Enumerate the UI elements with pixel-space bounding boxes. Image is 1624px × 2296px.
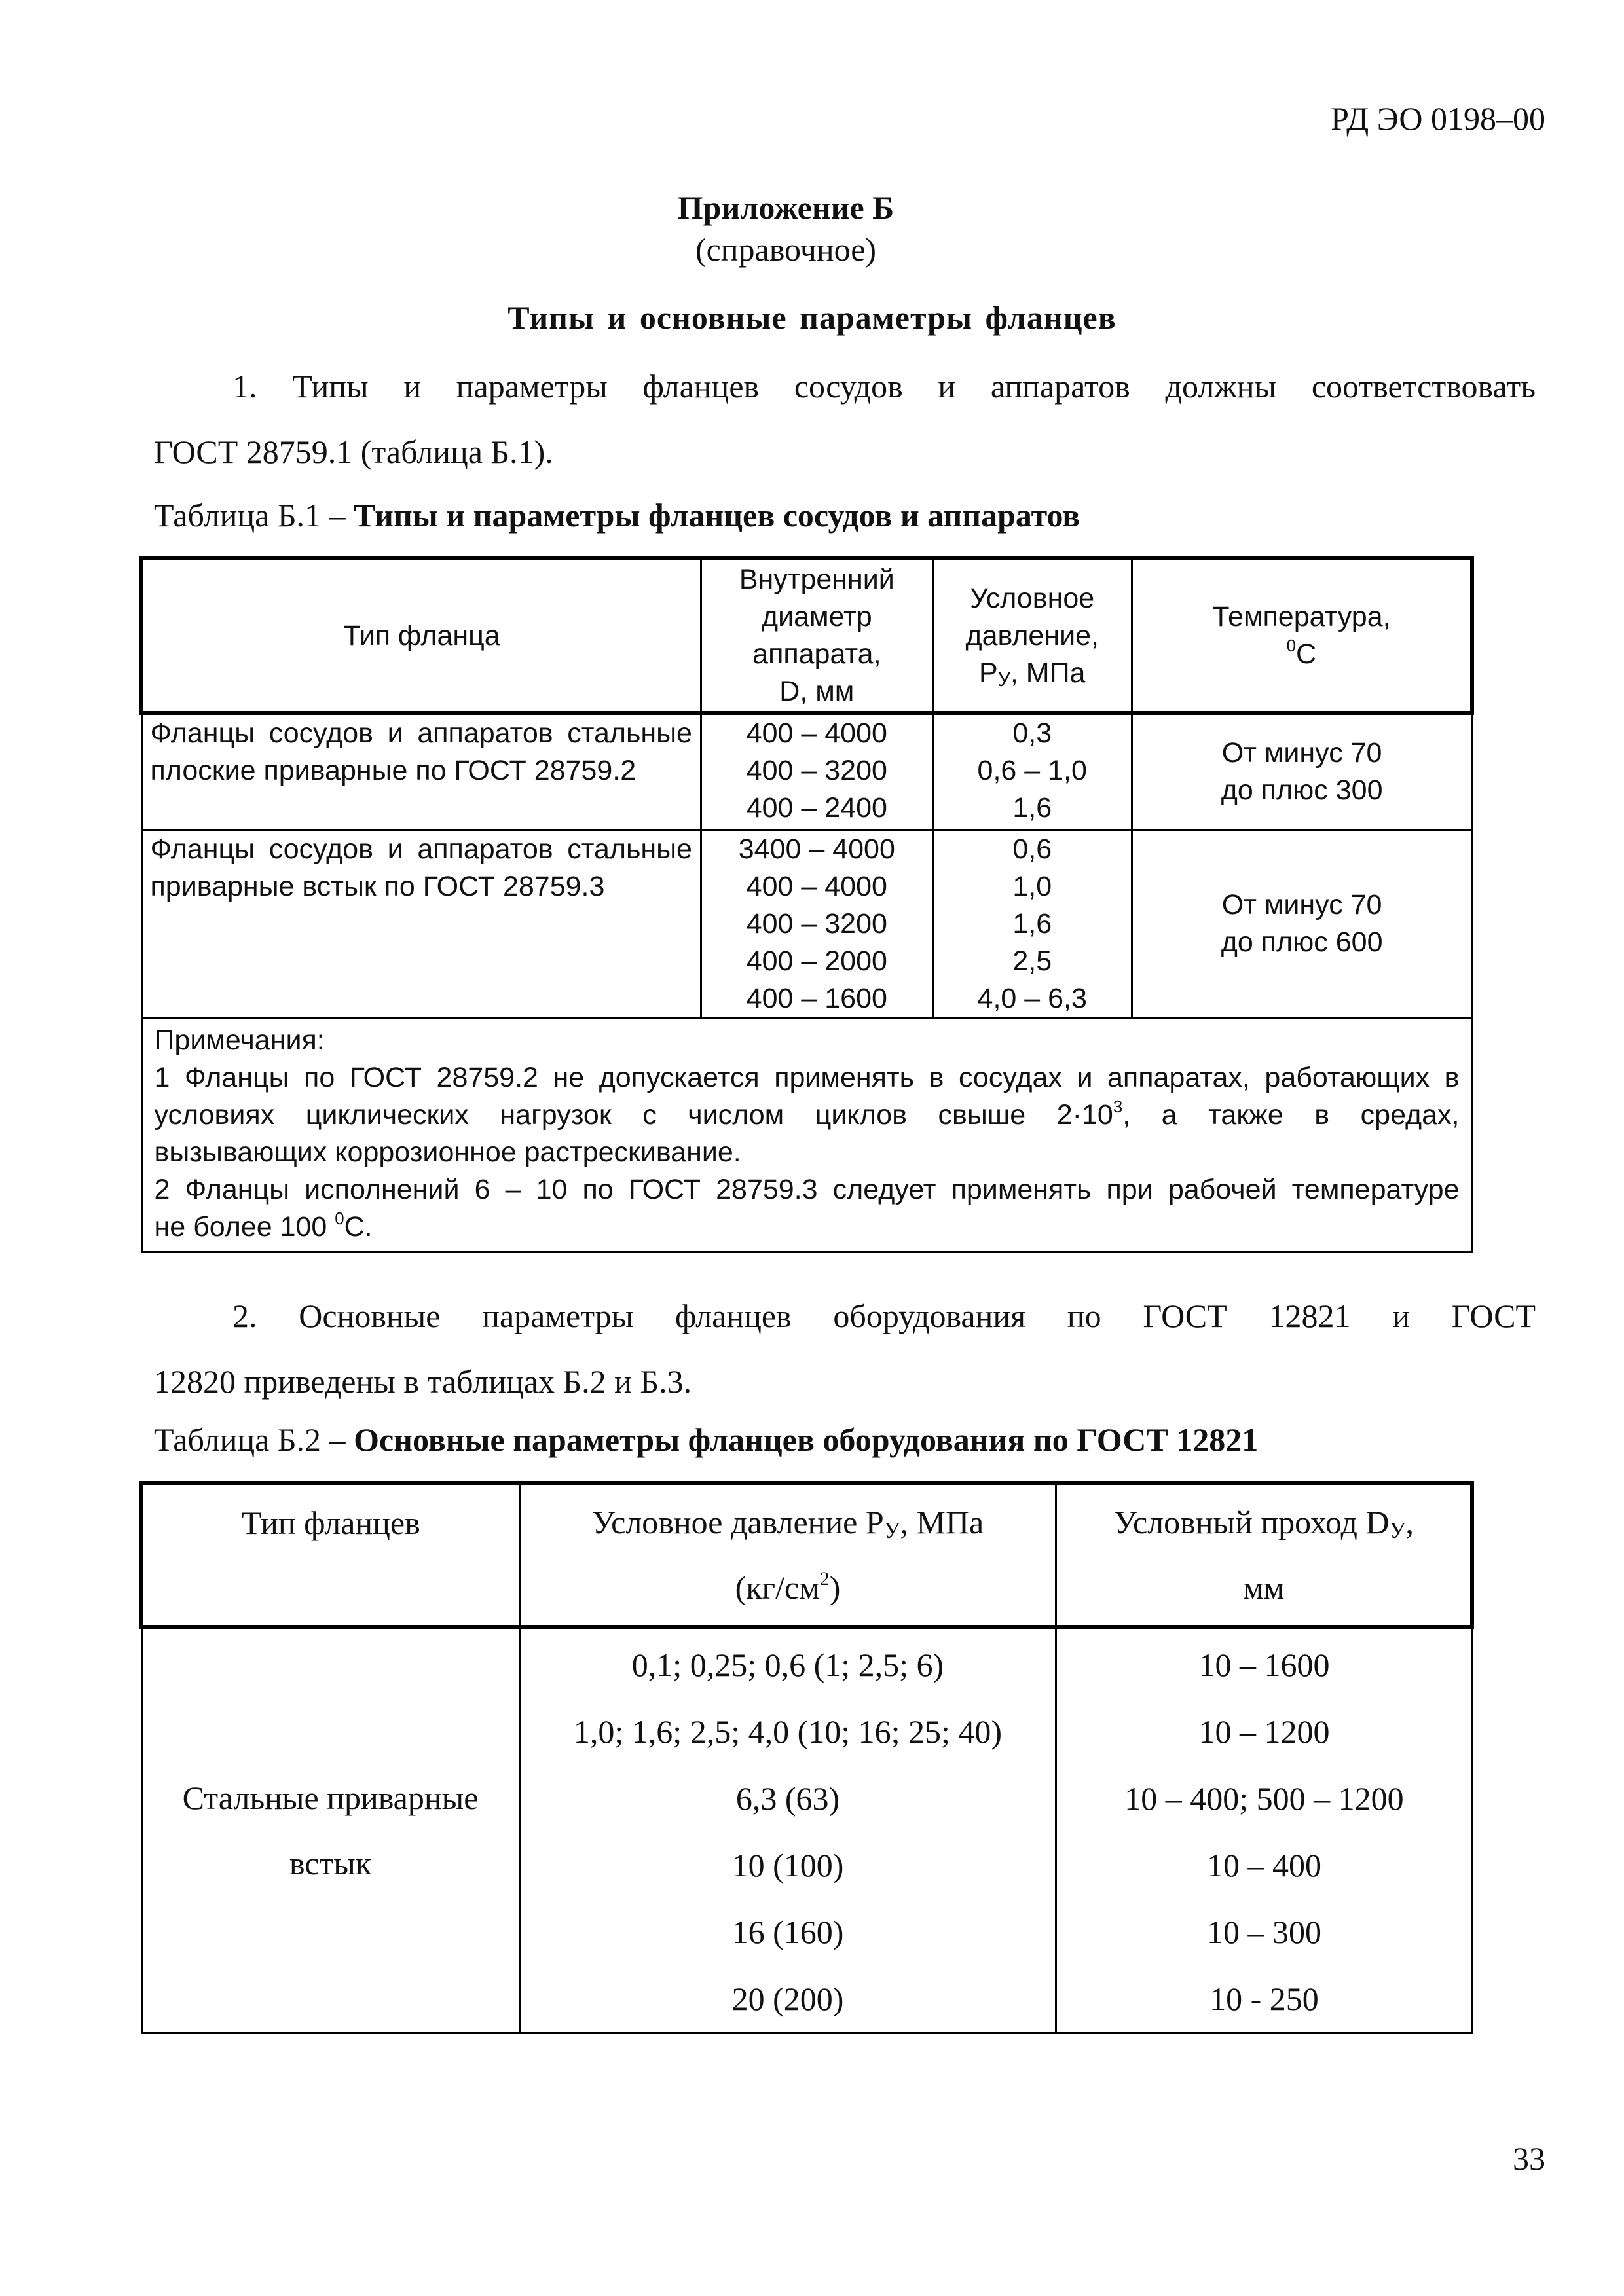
- passage-cell: [1056, 1627, 1472, 2033]
- diameter-value: 400 – 3200: [746, 755, 887, 786]
- pressure-cell: [932, 829, 1132, 1018]
- table-1-header-pressure: [932, 558, 1132, 713]
- table-1-header-diameter: [701, 558, 932, 713]
- header-pressure-subscript: У: [997, 668, 1010, 691]
- header-pressure-line: [934, 655, 1131, 692]
- paragraph-2-line-2: 12820 приведены в таблицах Б.2 и Б.3.: [154, 1363, 692, 1400]
- table-1-header-row: [141, 558, 1472, 713]
- table-1: [139, 556, 1474, 1253]
- pressure-value: 1,6: [1012, 907, 1052, 939]
- pressure-value: 4,0 – 6,3: [977, 982, 1087, 1014]
- header-temperature-c: С: [1296, 638, 1317, 670]
- pressure-value: 16 (160): [731, 1914, 844, 1950]
- temperature-line: до плюс 300: [1221, 774, 1383, 806]
- document-code: РД ЭО 0198–00: [1331, 100, 1545, 137]
- table-1-header-temperature: [1132, 558, 1472, 713]
- temperature-cell: [1132, 829, 1472, 1018]
- pressure-value: 0,6 – 1,0: [977, 755, 1087, 786]
- pressure-value: 0,3: [1012, 718, 1052, 749]
- diameter-value: 400 – 1600: [746, 982, 887, 1014]
- table-1-caption-prefix: Таблица Б.1 –: [154, 497, 354, 534]
- appendix-title: Приложение Б: [677, 189, 895, 226]
- diameter-value: 400 – 4000: [746, 870, 887, 902]
- passage-value: 10 – 1200: [1198, 1713, 1330, 1750]
- table-2-header-type: Тип фланцев: [141, 1483, 519, 1627]
- table-row: [141, 713, 1472, 829]
- note-2-degree: 0: [335, 1209, 344, 1228]
- temperature-line: От минус 70: [1221, 889, 1382, 920]
- paragraph-1: [154, 354, 1536, 484]
- header-pressure-line: Условное: [970, 582, 1095, 614]
- table-2-header-pressure: [519, 1483, 1056, 1627]
- pressure-value: 2,5: [1012, 945, 1052, 977]
- note-2-text: не более 100: [154, 1211, 335, 1243]
- passage-value: 10 - 250: [1209, 1980, 1319, 2017]
- header-temperature-line: Температура,: [1212, 601, 1391, 632]
- diameter-value: 400 – 3200: [746, 907, 887, 939]
- diameter-cell: [701, 713, 932, 829]
- section-title: Типы и основные параметры фланцев: [507, 299, 1116, 336]
- header-pressure-text: Условное давление P: [591, 1504, 884, 1540]
- header-pressure-unit-exponent: 2: [819, 1568, 830, 1590]
- pressure-value: 1,0; 1,6; 2,5; 4,0 (10; 16; 25; 40): [573, 1713, 1003, 1750]
- header-passage-text-end: ,: [1405, 1504, 1414, 1540]
- header-diameter-line: Внутренний: [739, 564, 895, 595]
- paragraph-1-line-1: 1. Типы и параметры фланцев сосудов и аппаратов должны соответствовать: [232, 368, 1536, 405]
- header-passage-unit: мм: [1243, 1569, 1285, 1606]
- table-2: [139, 1481, 1474, 2034]
- table-2-caption-title: Основные параметры фланцев оборудования по ГОСТ 12821: [354, 1421, 1259, 1458]
- note-2-line-1: 2 Фланцы исполнений 6 – 10 по ГОСТ 28759.3 следует применять при рабочей температуре: [154, 1173, 1460, 1205]
- diameter-value: 3400 – 4000: [738, 833, 895, 865]
- notes-cell: [141, 1018, 1472, 1252]
- page-number: 33: [1513, 2140, 1545, 2177]
- flange-type-cell: Фланцы сосудов и аппаратов стальные плоские приварные по ГОСТ 28759.2: [141, 713, 701, 829]
- pressure-value: 1,6: [1012, 792, 1052, 824]
- header-passage-subscript: У: [1389, 1518, 1406, 1543]
- table-row: [141, 829, 1472, 1018]
- pressure-value: 20 (200): [731, 1980, 844, 2017]
- note-1-line-3: вызывающих коррозионное растрескивание.: [154, 1136, 741, 1168]
- table-row: [141, 1627, 1472, 2033]
- pressure-value: 10 (100): [731, 1847, 844, 1884]
- notes-title: Примечания:: [154, 1024, 325, 1056]
- note-1-line-2: [155, 1097, 1460, 1134]
- header-diameter-line: D, мм: [779, 676, 855, 707]
- note-1-text-end: , а также в средах,: [1122, 1099, 1460, 1131]
- diameter-value: 400 – 2000: [746, 945, 887, 977]
- note-2-line-2: [155, 1209, 1460, 1246]
- header-pressure-symbol: P: [979, 657, 998, 689]
- header-temperature-unit: [1133, 636, 1470, 673]
- paragraph-2: [154, 1283, 1536, 1414]
- header-pressure-unit-line: [521, 1555, 1056, 1620]
- temperature-line: до плюс 600: [1221, 926, 1383, 958]
- paragraph-1-line-2: ГОСТ 28759.1 (таблица Б.1).: [154, 433, 553, 470]
- note-2-text-end: С.: [344, 1211, 373, 1243]
- appendix-subtitle: (справочное): [695, 231, 877, 268]
- diameter-cell: [701, 829, 932, 1018]
- pressure-cell: [519, 1627, 1056, 2033]
- table-2-caption: [154, 1421, 1258, 1459]
- note-1-text: условиях циклических нагрузок с числом циклов свыше 2·10: [154, 1099, 1113, 1131]
- flange-type-cell: [141, 1627, 519, 2033]
- header-diameter-line: диаметр: [761, 601, 872, 632]
- header-passage-line: [1057, 1489, 1470, 1555]
- diameter-value: 400 – 2400: [746, 792, 887, 824]
- table-2-header-passage: [1056, 1483, 1472, 1627]
- header-passage-text: Условный проход D: [1113, 1504, 1390, 1540]
- header-pressure-line: [521, 1489, 1056, 1555]
- temperature-cell: [1132, 713, 1472, 829]
- passage-value: 10 – 300: [1206, 1914, 1321, 1950]
- pressure-value: 0,1; 0,25; 0,6 (1; 2,5; 6): [631, 1647, 944, 1683]
- temperature-line: От минус 70: [1221, 737, 1382, 769]
- header-pressure-unit: (кг/см: [735, 1569, 820, 1606]
- note-1-exponent: 3: [1113, 1097, 1123, 1116]
- header-pressure-text-end: , МПа: [900, 1504, 984, 1540]
- header-pressure-unit: , МПа: [1010, 657, 1086, 689]
- pressure-cell: [932, 713, 1132, 829]
- flange-type-line: Стальные приварные: [182, 1779, 479, 1816]
- header-pressure-unit-end: ): [829, 1569, 841, 1606]
- flange-type-line: встык: [289, 1845, 372, 1882]
- diameter-value: 400 – 4000: [746, 718, 887, 749]
- table-2-header-row: [141, 1483, 1472, 1627]
- table-2-caption-prefix: Таблица Б.2 –: [154, 1421, 354, 1458]
- table-1-header-type: Тип фланца: [141, 558, 701, 713]
- table-1-caption-title: Типы и параметры фланцев сосудов и аппаратов: [354, 497, 1080, 534]
- header-temperature-degree: 0: [1286, 636, 1297, 655]
- paragraph-2-line-1: 2. Основные параметры фланцев оборудования по ГОСТ 12821 и ГОСТ: [232, 1298, 1536, 1334]
- flange-type-cell: Фланцы сосудов и аппаратов стальные приварные встык по ГОСТ 28759.3: [141, 829, 701, 1018]
- pressure-value: 0,6: [1012, 833, 1052, 865]
- notes-row: [141, 1018, 1472, 1252]
- passage-value: 10 – 1600: [1198, 1647, 1330, 1683]
- note-1-line-1: 1 Фланцы по ГОСТ 28759.2 не допускается применять в сосудах и аппаратах, работающих в: [154, 1061, 1460, 1093]
- pressure-value: 1,0: [1012, 870, 1052, 902]
- header-pressure-subscript: У: [883, 1518, 900, 1543]
- header-pressure-line: давление,: [965, 619, 1099, 651]
- header-diameter-line: аппарата,: [752, 638, 881, 670]
- table-1-caption: [154, 496, 1080, 534]
- passage-value: 10 – 400: [1206, 1847, 1321, 1884]
- pressure-value: 6,3 (63): [735, 1780, 840, 1817]
- passage-value: 10 – 400; 500 – 1200: [1124, 1780, 1404, 1817]
